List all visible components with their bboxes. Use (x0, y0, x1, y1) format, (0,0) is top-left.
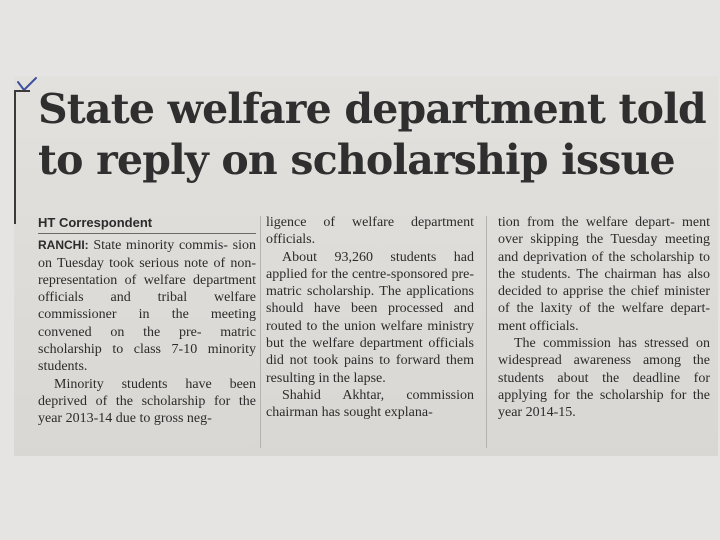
article-column-2 (266, 214, 474, 422)
col3-p1-line-5: to apprise the chief minister of (498, 284, 710, 317)
column-divider (260, 216, 261, 448)
col2-p2-line-5: union welfare ministry but the (266, 318, 475, 352)
col2-p2-line-2: pre-matric scholarship. The (266, 266, 474, 300)
col3-p1-line-7: ment officials. (498, 318, 579, 334)
article-column-1 (38, 214, 256, 428)
col3-p1-line-2: meeting and deprivation of the (498, 232, 710, 265)
col1-p1-line-5: the meeting convened on the pre- (38, 307, 257, 340)
byline: HT Correspondent (38, 214, 256, 234)
col1-p1-line-4: tribal welfare commissioner in (38, 290, 257, 323)
margin-rule-stub (14, 90, 30, 92)
col3-p2-line-1: on widespread awareness among (498, 336, 711, 369)
col2-p2-line-0: About 93,260 students had (282, 249, 474, 265)
col1-p2-line-1: deprived of the scholarship for (38, 393, 231, 409)
headline-line-2: to reply on scholarship issue (38, 136, 675, 184)
col2-p2-line-8: resulting in the lapse. (266, 370, 386, 386)
col2-p2-line-4: processed and routed to the (266, 301, 474, 334)
headline (38, 84, 708, 186)
col3-p2-line-4: for the year 2014-15. (498, 387, 711, 421)
col2-p1-line-1: officials. (266, 232, 316, 248)
col1-p1-line-0: State minority commis- (93, 238, 228, 254)
column-divider (486, 216, 487, 448)
newspaper-clipping (14, 76, 718, 456)
col2-p2-line-6: welfare department officials did (266, 336, 474, 369)
headline-line-1: State welfare department told (38, 85, 706, 133)
col3-p2-line-2: the students about the deadline (498, 353, 710, 386)
col3-p1-line-3: scholarship to the students. (498, 249, 710, 282)
col1-p1-line-6: matric scholarship to class 7-10 (38, 324, 256, 358)
col3-p1-line-0: tion from the welfare depart- (498, 215, 675, 230)
col3-p2-line-3: for applying for the scholarship (498, 370, 710, 403)
col3-p1-line-6: the laxity of the welfare depart- (516, 301, 710, 317)
col2-p3-line-1: chairman has sought explana- (266, 405, 433, 421)
article-column-3 (498, 214, 710, 422)
col2-p2-line-3: applications should have been (266, 284, 474, 317)
paragraph-2 (38, 376, 256, 428)
paragraph-3 (266, 249, 474, 387)
col2-p2-line-7: not took pains to forward them (289, 353, 474, 369)
col1-p1-line-2: note of non-representation of (38, 255, 257, 288)
col1-p2-line-0: Minority students have been (54, 376, 256, 392)
col3-p1-line-1: ment over skipping the Tuesday (498, 215, 710, 248)
col1-p1-line-3: welfare department officials and (38, 272, 256, 306)
paragraph-1 (38, 237, 256, 375)
paragraph-5 (498, 335, 710, 421)
col2-p1-line-0: ligence of welfare department (266, 215, 474, 230)
col3-p1-line-4: The chairman has also decided (498, 266, 711, 300)
paragraph-2-cont (266, 214, 474, 249)
col2-p3-line-0: Shahid Akhtar, commission (282, 387, 474, 403)
col1-p1-line-1: sion on Tuesday took serious (38, 238, 257, 271)
paragraph-4 (266, 387, 474, 422)
paragraph-4-cont (498, 214, 710, 335)
dateline: RANCHI: (38, 238, 89, 253)
col3-p2-line-0: The commission has stressed (514, 336, 689, 352)
margin-rule (14, 90, 16, 224)
col1-p2-line-2: the year 2013-14 due to gross neg- (38, 393, 256, 427)
col1-p1-line-7: minority students. (38, 342, 257, 375)
col2-p2-line-1: applied for the centre-sponsored (266, 266, 448, 282)
